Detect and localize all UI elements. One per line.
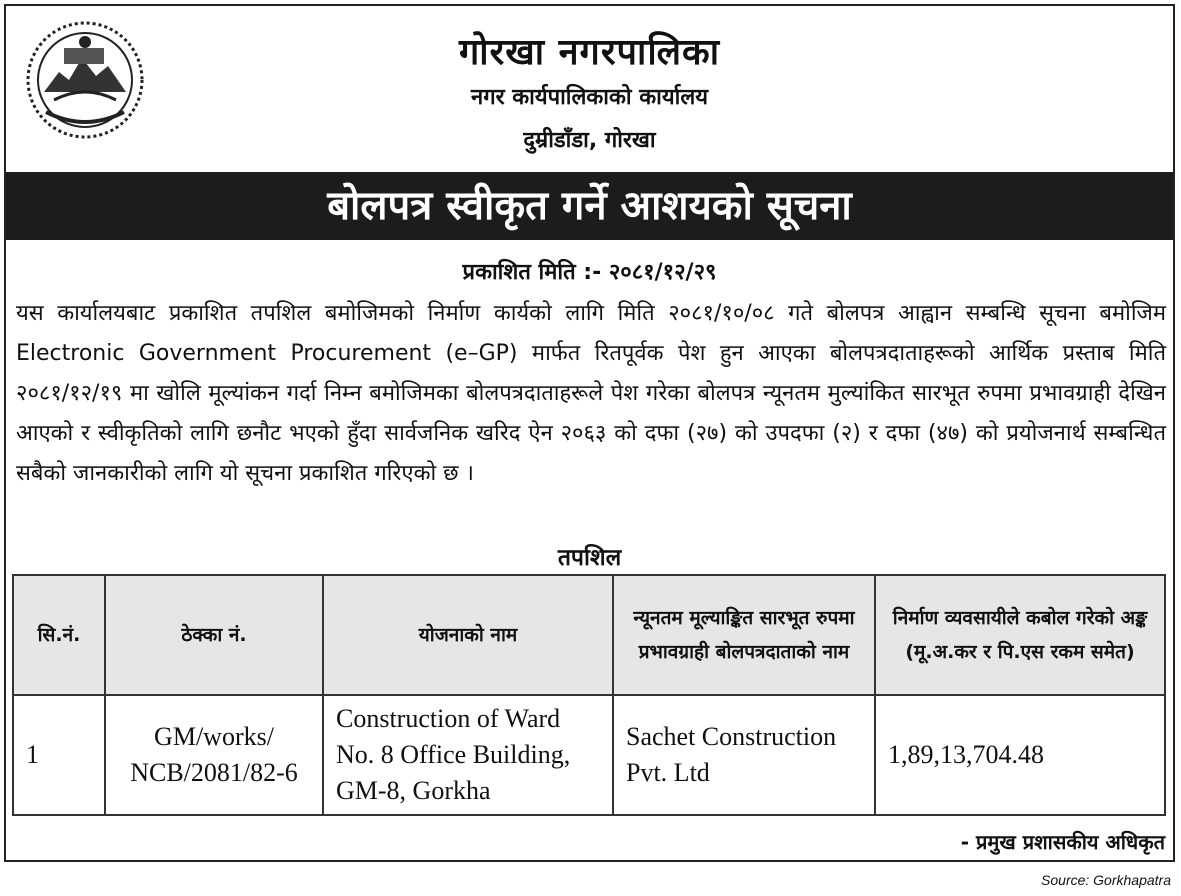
notice-header xyxy=(6,6,1173,172)
organization-name: गोरखा नगरपालिका xyxy=(458,32,721,73)
table-row xyxy=(13,695,1165,815)
office-address: दुम्रीडाँडा, गोरखा xyxy=(523,128,656,153)
cell-bidder: Sachet Construction Pvt. Ltd xyxy=(613,695,875,815)
office-name: नगर कार्यपालिकाको कार्यालय xyxy=(471,85,708,110)
cell-serial: 1 xyxy=(13,695,105,815)
source-credit: Source: Gorkhapatra xyxy=(1041,872,1171,888)
notice-title-banner: बोलपत्र स्वीकृत गर्ने आशयको सूचना xyxy=(6,172,1173,240)
details-heading: तपशिल xyxy=(557,545,622,571)
header-amount: निर्माण व्यवसायीले कबोल गरेको अङ्क (मू.अ.कर र पि.एस रकम समेत) xyxy=(875,575,1165,695)
header-bidder: न्यूनतम मूल्याङ्कित सारभूत रुपमा प्रभावग्राही बोलपत्रदाताको नाम xyxy=(613,575,875,695)
notice-body: यस कार्यालयबाट प्रकाशित तपशिल बमोजिमको निर्माण कार्यको लागि मिति २०८१/१०/०८ गते बोलपत्र आह्वान सम्बन्धि सूचना बमोजिम Electronic Government Procurement (e–GP) मार्फत रितपूर्वक पेश हुन आएका बोलपत्रदाताहरूको आर्थिक प्रस्ताब मिति २०८१/१२/१९ मा खोलि मूल्यांकन गर्दा निम्न बमोजिमका बोलपत्रदाताहरूले पेश गरेका बोलपत्र न्यूनतम मुल्यांकित सारभूत रुपमा प्रभावग्राही देखिन आएको र स्वीकृतिको लागि छनौट भएको हुँदा सार्वजनिक खरिद ऐन २०६३ को दफा (२७) को उपदफा (२) र दफा (४७) को प्रयोजनार्थ सम्बन्धित सबैको जानकारीको लागि यो सूचना प्रकाशित गरिएको छ । xyxy=(16,301,1166,486)
cell-project-name: Construction of Ward No. 8 Office Building, GM-8, Gorkha xyxy=(323,695,613,815)
published-date: प्रकाशित मिति :- २०८१/१२/२९ xyxy=(462,260,717,285)
header-contract-no: ठेक्का नं. xyxy=(105,575,323,695)
award-table xyxy=(12,574,1166,816)
cell-contract-no: GM/works/ NCB/2081/82-6 xyxy=(105,695,323,815)
signatory: - प्रमुख प्रशासकीय अधिकृत xyxy=(960,830,1165,854)
table-header-row xyxy=(13,575,1165,695)
header-project-name: योजनाको नाम xyxy=(323,575,613,695)
header-serial: सि.नं. xyxy=(13,575,105,695)
cell-amount: 1,89,13,704.48 xyxy=(875,695,1165,815)
